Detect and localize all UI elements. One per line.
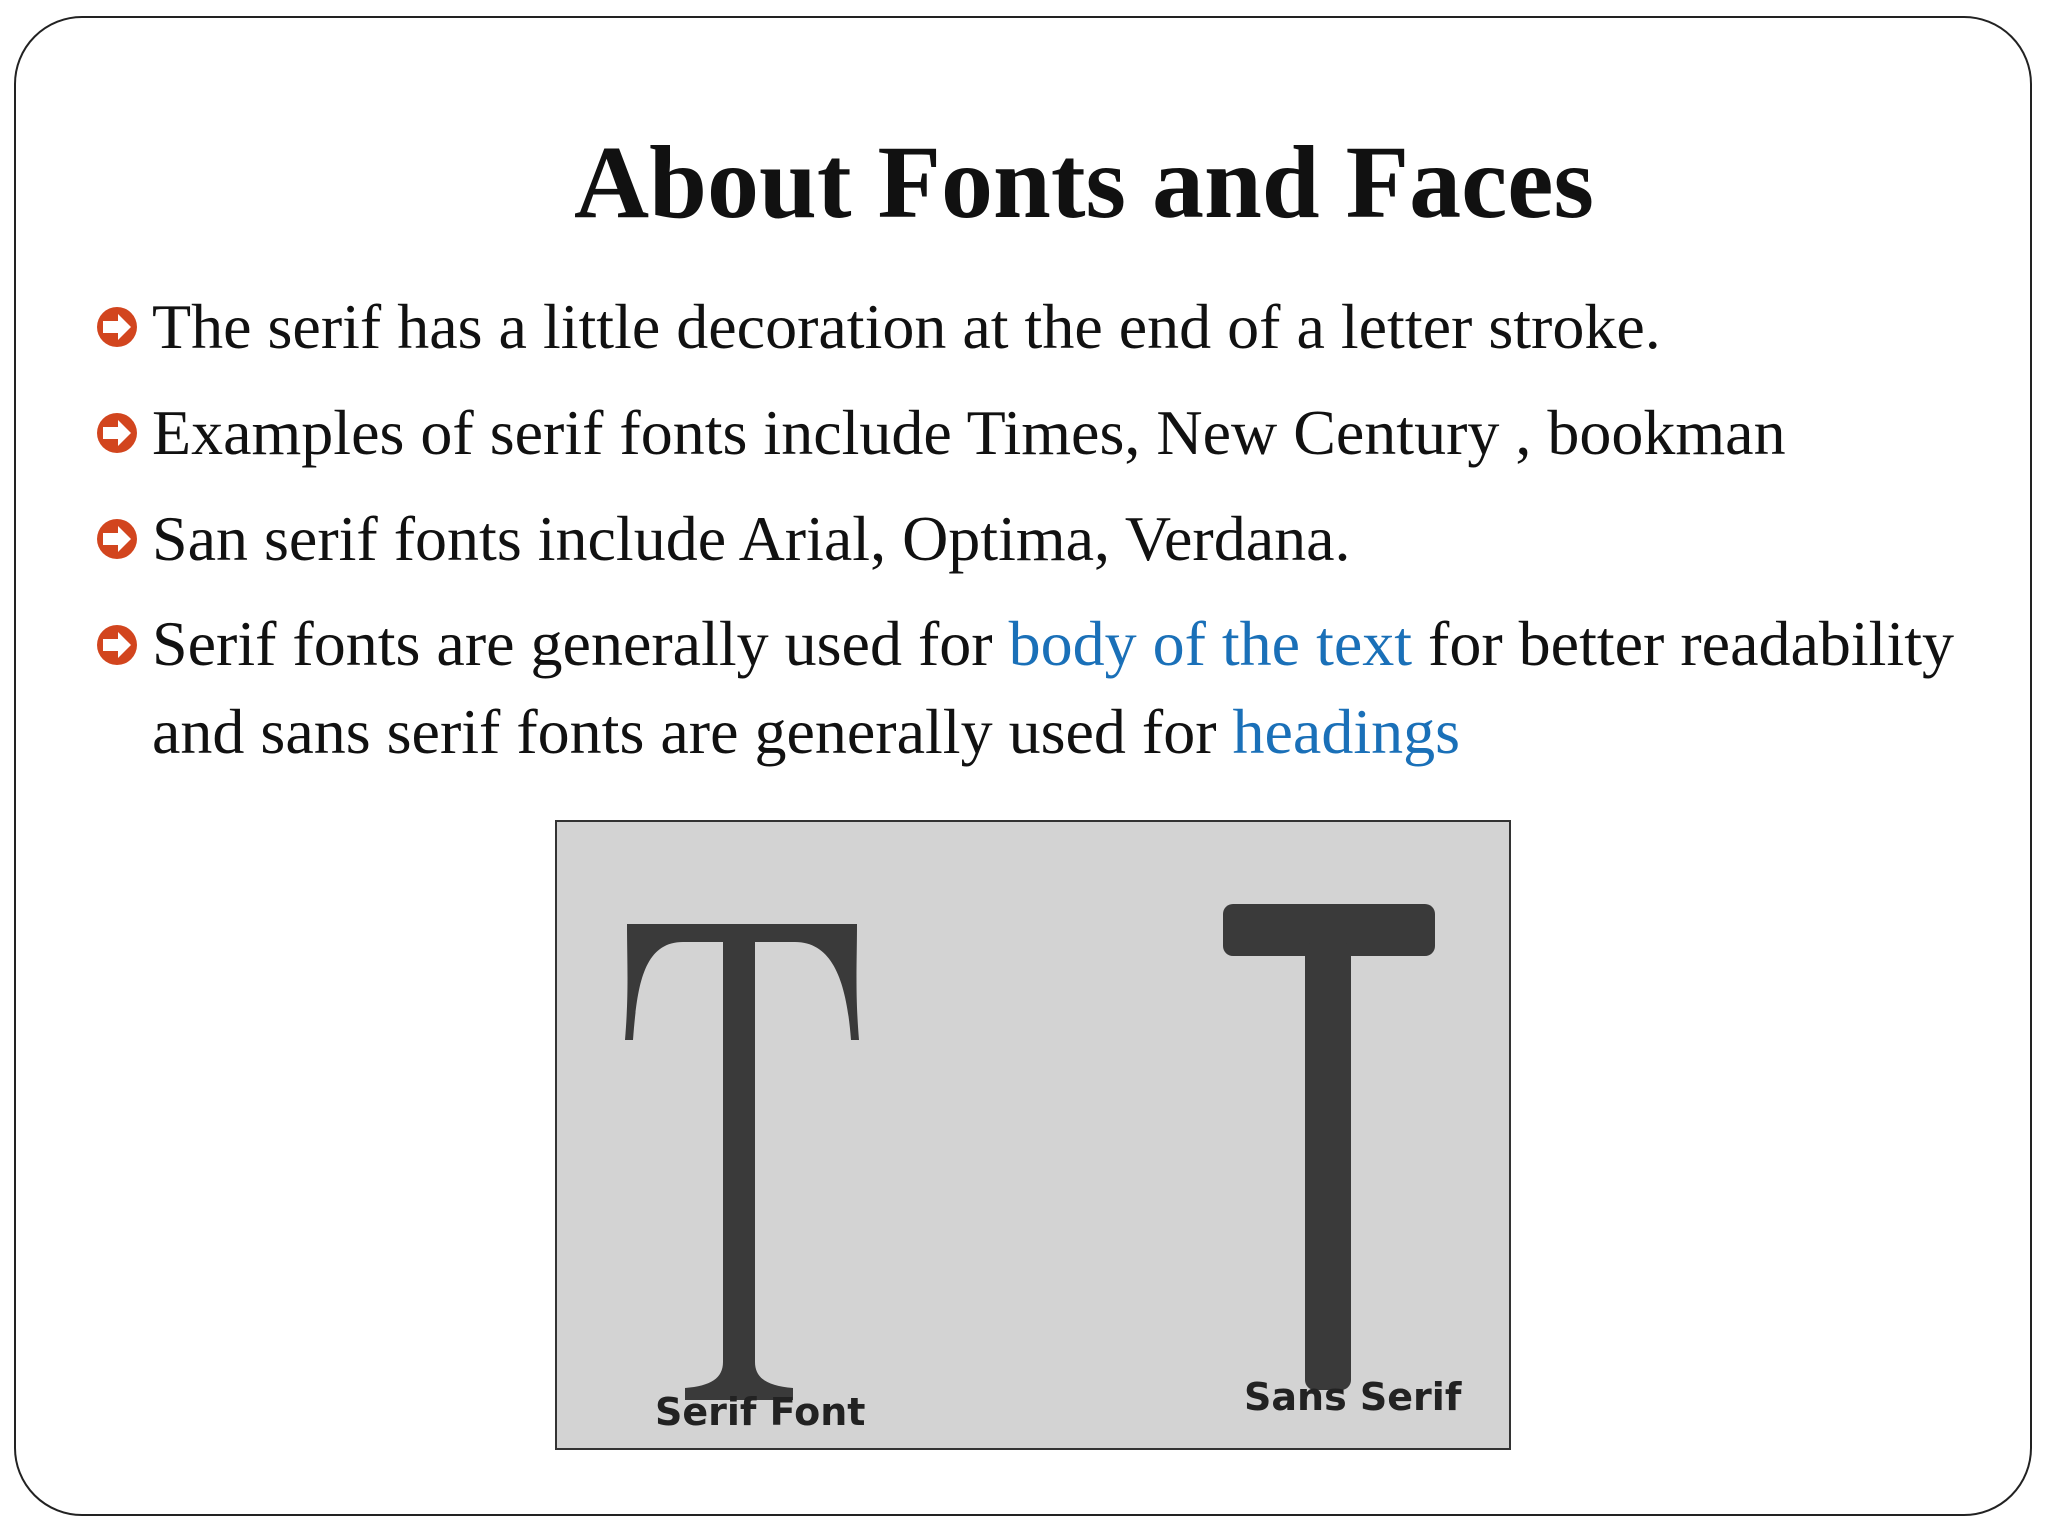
slide-title: About Fonts and Faces — [574, 125, 1594, 240]
bullet-item — [96, 494, 1976, 584]
sans-t-stem — [1305, 942, 1351, 1390]
serif-t-glyph — [625, 924, 859, 1400]
circled-right-arrow-icon — [96, 518, 138, 560]
circled-right-arrow-icon — [96, 624, 138, 666]
bullet-item — [96, 388, 1976, 478]
bullet-text: San serif fonts include Arial, Optima, Verdana. — [152, 503, 1351, 574]
bullet-text: Examples of serif fonts include Times, New Century , bookman — [152, 397, 1786, 468]
font-comparison-illustration — [557, 822, 1509, 1448]
bullet-text: The serif has a little decoration at the end of a letter stroke. — [152, 291, 1661, 362]
circled-right-arrow-icon — [96, 412, 138, 454]
bullet-list — [96, 282, 1976, 792]
serif-font-label: Serif Font — [655, 1390, 866, 1434]
bullet-text: Serif fonts are generally used for — [152, 608, 1009, 679]
font-comparison-figure — [555, 820, 1511, 1450]
circled-right-arrow-icon — [96, 306, 138, 348]
highlight-body-of-text: body of the text — [1008, 608, 1413, 679]
sans-serif-label: Sans Serif — [1244, 1375, 1462, 1419]
bullet-text: for better readability and sans serif fonts are generally used for — [152, 608, 1954, 767]
bullet-item — [96, 600, 1976, 776]
bullet-item — [96, 282, 1976, 372]
highlight-headings: headings — [1232, 696, 1460, 767]
